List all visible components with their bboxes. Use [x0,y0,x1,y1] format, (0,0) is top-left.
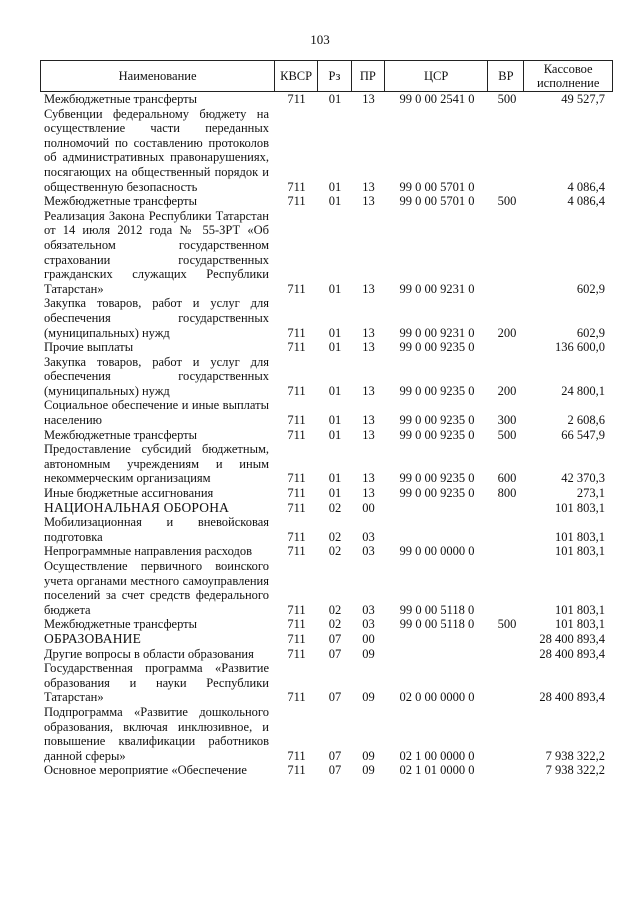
row-sum: 101 803,1 [555,544,605,559]
row-pr: 13 [362,486,375,501]
row-kvsr: 711 [287,529,306,544]
row-csr: 99 0 00 5118 0 [399,617,475,632]
row-rz: 01 [328,471,342,486]
row-sum: 101 803,1 [555,500,605,515]
header-csr: ЦСР [385,61,489,91]
row-sum: 602,9 [576,325,605,340]
row-name: Государственная программа «Развитие образования и науки Республики Татарстан» [44,661,269,705]
row-name: Предоставление субсидий бюджетным, автономным учреждениям и иным некоммерческим организациям [44,442,269,486]
row-sum: 602,9 [576,281,605,296]
row-kvsr: 711 [287,617,306,632]
row-kvsr: 711 [287,690,306,705]
row-pr: 03 [362,529,375,544]
row-pr: 13 [362,383,375,398]
row-sum: 28 400 893,4 [539,690,605,705]
row-pr: 03 [362,617,375,632]
row-sum: 101 803,1 [555,529,605,544]
row-csr: 99 0 00 9235 0 [399,383,475,398]
row-csr: 99 0 00 9235 0 [399,413,475,428]
row-vr: 800 [497,486,517,501]
row-kvsr: 711 [287,325,306,340]
row-sum: 101 803,1 [555,602,605,617]
row-vr [489,559,525,617]
row-sum: 4 086,4 [567,179,605,194]
row-csr [385,515,489,544]
row-name: Закупка товаров, работ и услуг для обеспечения государственных (муниципальных) нужд [44,296,269,340]
table-row [40,515,613,544]
row-pr: 00 [362,500,375,515]
row-name: ОБРАЗОВАНИЕ [44,630,142,646]
row-vr [489,661,525,705]
table-row [40,486,613,501]
row-kvsr: 711 [287,500,306,515]
table-row [40,340,613,355]
row-rz: 01 [328,325,342,340]
row-kvsr: 711 [287,179,306,194]
row-kvsr: 711 [287,646,306,661]
row-csr: 99 0 00 0000 0 [399,544,475,559]
row-kvsr: 711 [287,544,306,559]
table-row [40,763,613,778]
row-sum: 42 370,3 [561,471,605,486]
row-rz: 02 [328,529,342,544]
row-name: Реализация Закона Республики Татарстан от 14 июля 2012 года № 55-ЗРТ «Об обязательном государственном страховании государственных гражданских служащих Республики Татарстан» [44,208,269,296]
row-rz: 02 [328,500,342,515]
table-row [40,209,613,297]
row-rz: 01 [328,340,342,355]
row-kvsr: 711 [287,748,306,763]
row-vr [489,340,525,355]
row-kvsr: 711 [287,486,306,501]
row-sum: 2 608,6 [567,413,605,428]
row-name: Осуществление первичного воинского учета органами местного самоуправления поселений за счет средств федерального бюджета [44,559,269,617]
row-sum: 136 600,0 [555,340,605,355]
row-rz: 01 [328,427,342,442]
row-pr: 03 [362,544,375,559]
row-name: Субвенции федеральному бюджету на осуществление части переданных полномочий по составлению протоколов об административных правонарушениях, посягающих на общественный порядок и общественную безопасность [44,106,269,194]
table-row [40,194,613,209]
row-kvsr: 711 [287,602,306,617]
row-pr: 00 [362,631,375,646]
table-row [40,617,613,632]
row-rz: 07 [328,748,342,763]
row-name: Иные бюджетные ассигнования [44,486,214,501]
row-vr: 300 [497,413,517,428]
row-rz: 02 [328,544,342,559]
row-pr: 03 [362,602,375,617]
row-csr: 99 0 00 9235 0 [399,340,475,355]
row-name: Мобилизационная и вневойсковая подготовка [44,515,269,544]
row-vr: 500 [497,427,517,442]
row-vr [489,632,525,647]
header-rz: Рз [318,61,352,91]
row-vr: 500 [497,92,517,106]
header-kvsr: КВСР [275,61,318,91]
row-pr: 13 [362,471,375,486]
row-sum: 28 400 893,4 [539,631,605,646]
row-vr [489,763,525,778]
row-vr [489,501,525,516]
row-sum: 7 938 322,2 [545,763,605,778]
row-name: Непрограммные направления расходов [44,544,252,559]
row-kvsr: 711 [287,471,306,486]
row-name: Межбюджетные трансферты [44,427,198,442]
table-row [40,647,613,662]
row-vr [489,209,525,297]
row-vr: 500 [497,617,517,632]
row-rz: 01 [328,383,342,398]
row-rz: 07 [328,763,342,778]
row-sum: 28 400 893,4 [539,646,605,661]
row-vr: 500 [497,194,517,209]
row-pr: 09 [362,763,375,778]
table-row [40,544,613,559]
row-vr [489,705,525,763]
row-csr: 99 0 00 9235 0 [399,486,475,501]
row-csr [385,632,489,647]
row-csr: 99 0 00 5701 0 [399,179,475,194]
row-name: Подпрограмма «Развитие дошкольного образования, включая инклюзивное, и повышение квалификации работников данной сферы» [44,704,269,763]
row-sum: 101 803,1 [555,617,605,632]
row-pr: 09 [362,690,375,705]
row-pr: 13 [362,281,375,296]
row-csr: 02 1 00 0000 0 [399,748,475,763]
table-row [40,632,613,647]
table-row [40,355,613,399]
row-kvsr: 711 [287,194,306,209]
page-number: 103 [310,32,330,47]
row-csr: 99 0 00 9235 0 [399,427,475,442]
table-row [40,559,613,617]
row-pr: 13 [362,413,375,428]
row-kvsr: 711 [287,763,306,778]
row-csr: 99 0 00 9231 0 [399,281,475,296]
header-name: Наименование [41,61,275,91]
row-vr [489,647,525,662]
row-pr: 13 [362,194,375,209]
row-pr: 13 [362,340,375,355]
row-vr [489,544,525,559]
row-csr: 99 0 00 5701 0 [399,194,475,209]
row-rz: 01 [328,281,342,296]
row-name: Межбюджетные трансферты [44,194,198,209]
row-pr: 13 [362,325,375,340]
row-kvsr: 711 [287,631,306,646]
row-rz: 02 [328,617,342,632]
row-csr: 99 0 00 5118 0 [399,602,475,617]
row-rz: 01 [328,413,342,428]
row-sum: 49 527,7 [561,92,605,106]
row-name: Прочие выплаты [44,340,134,355]
row-rz: 07 [328,631,342,646]
row-kvsr: 711 [287,383,306,398]
row-csr: 99 0 00 2541 0 [399,92,475,106]
row-pr: 13 [362,427,375,442]
row-csr: 99 0 00 9231 0 [399,325,475,340]
table-row [40,398,613,427]
row-sum: 4 086,4 [567,194,605,209]
row-sum: 66 547,9 [561,427,605,442]
table-row [40,705,613,763]
row-vr [489,515,525,544]
budget-table-body [40,92,613,778]
row-kvsr: 711 [287,413,306,428]
row-sum: 7 938 322,2 [545,748,605,763]
row-rz: 02 [328,602,342,617]
row-pr: 13 [362,179,375,194]
table-row [40,296,613,340]
table-row [40,92,613,107]
row-name: Основное мероприятие «Обеспечение [44,763,247,778]
row-name: Межбюджетные трансферты [44,92,198,106]
row-vr: 600 [497,471,517,486]
row-rz: 01 [328,486,342,501]
row-kvsr: 711 [287,281,306,296]
table-row [40,107,613,195]
row-rz: 01 [328,194,342,209]
row-rz: 07 [328,690,342,705]
table-row [40,661,613,705]
row-csr: 02 0 00 0000 0 [399,690,475,705]
table-row [40,428,613,443]
row-kvsr: 711 [287,427,306,442]
row-vr [489,107,525,195]
table-row [40,501,613,516]
row-pr: 09 [362,748,375,763]
row-vr: 200 [497,325,517,340]
row-csr [385,647,489,662]
row-pr: 09 [362,646,375,661]
row-csr: 99 0 00 9235 0 [399,471,475,486]
row-kvsr: 711 [287,340,306,355]
row-rz: 07 [328,646,342,661]
row-sum: 273,1 [576,486,605,501]
row-name: Закупка товаров, работ и услуг для обеспечения государственных (муниципальных) нужд [44,354,269,398]
header-vr: ВР [488,61,524,91]
row-name: НАЦИОНАЛЬНАЯ ОБОРОНА [44,499,230,515]
row-csr [385,501,489,516]
row-csr: 02 1 01 0000 0 [399,763,475,778]
row-name: Другие вопросы в области образования [44,646,254,661]
row-rz: 01 [328,179,342,194]
table-row [40,442,613,486]
row-name: Социальное обеспечение и иные выплаты населению [44,398,269,428]
row-name: Межбюджетные трансферты [44,617,198,632]
row-kvsr: 711 [287,92,306,106]
table-header [40,60,613,92]
header-pr: ПР [352,61,385,91]
row-vr: 200 [497,383,517,398]
row-pr: 13 [362,92,375,106]
row-rz: 01 [328,92,342,106]
header-sum: Кассовое исполнение [536,62,600,90]
row-sum: 24 800,1 [561,383,605,398]
